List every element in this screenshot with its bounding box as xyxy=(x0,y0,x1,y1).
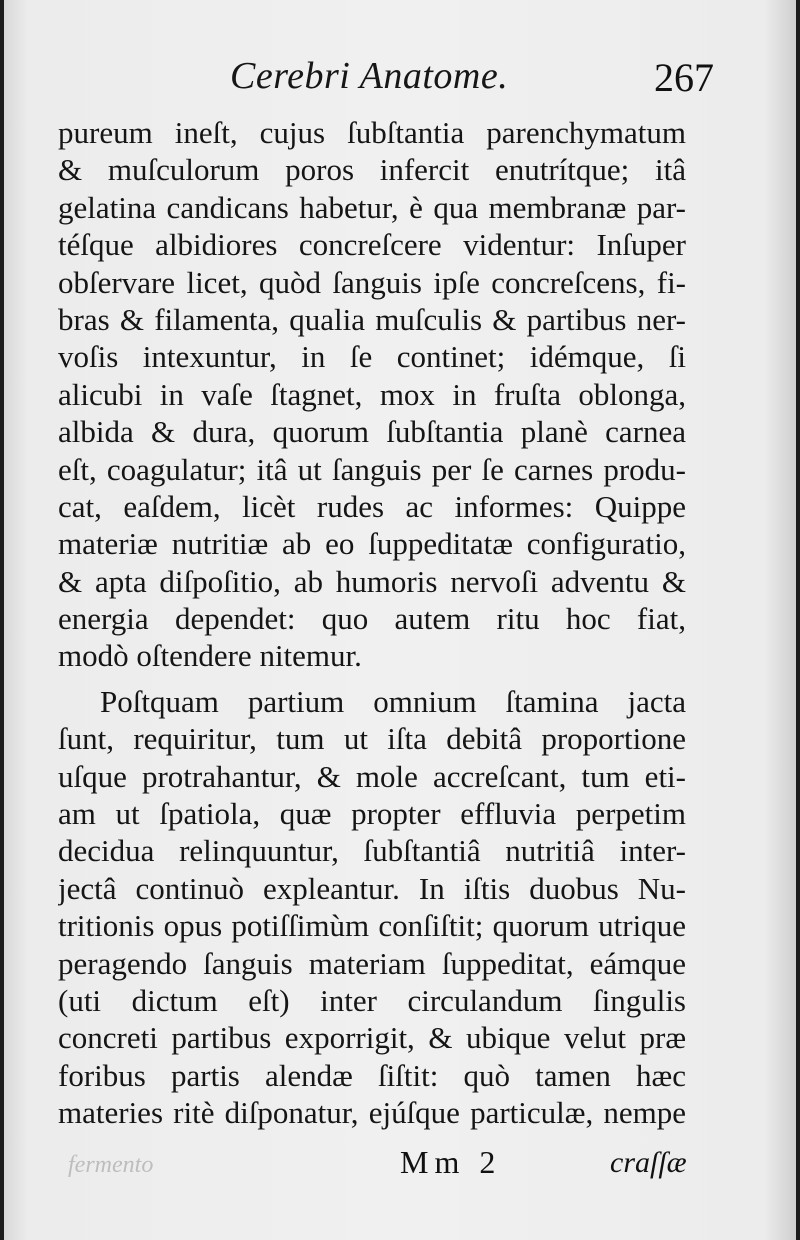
bleed-through-word: fermento xyxy=(68,1152,154,1178)
signature-mark: Mm 2 xyxy=(400,1144,502,1180)
text-line: pureum ineſt, cujus ſubſtantia parenchymatum xyxy=(58,115,686,150)
text-line: cat, eaſdem, licèt rudes ac informes: Quippe xyxy=(58,488,686,524)
text-line: foribus partis alendæ ſiſtit: quò tamen hæc xyxy=(58,1057,686,1093)
running-title: Cerebri Anatome. xyxy=(230,55,509,97)
text-line: uſque protrahantur, & mole accreſcant, tum eti- xyxy=(58,758,686,794)
text-line: bras & filamenta, qualia muſculis & partibus ner- xyxy=(58,301,686,337)
text-line: gelatina candicans habetur, è qua membranæ par- xyxy=(58,189,686,225)
text-line: concreti partibus exporrigit, & ubique velut præ xyxy=(58,1020,686,1056)
catchword: craſſæ xyxy=(610,1146,687,1179)
text-line: peragendo ſanguis materiam ſuppeditat, eámque xyxy=(58,945,686,981)
text-line: & muſculorum poros infercit enutrítque; itâ xyxy=(58,152,686,188)
text-line: materies ritè diſponatur, ejúſque particulæ, nempe xyxy=(58,1095,686,1131)
text-line: jectâ continuò expleantur. In iſtis duobus Nu- xyxy=(58,870,686,906)
text-line: materiæ nutritiæ ab eo ſuppeditatæ configuratio, xyxy=(58,526,686,562)
text-line: tritionis opus potiſſimùm conſiſtit; quorum utrique xyxy=(58,908,686,944)
body-text xyxy=(58,114,686,1132)
text-line: am ut ſpatiola, quæ propter effluvia perpetim xyxy=(58,796,686,832)
text-line: ſunt, requiritur, tum ut iſta debitâ proportione xyxy=(58,721,686,757)
text-line: energia dependet: quo autem ritu hoc fiat, xyxy=(58,601,686,637)
text-line: voſis intexuntur, in ſe continet; idémque, ſi xyxy=(58,339,686,375)
page-header xyxy=(4,48,796,104)
text-line: (uti dictum eſt) inter circulandum ſingulis xyxy=(58,982,686,1018)
book-page xyxy=(4,0,796,1240)
page-number: 267 xyxy=(654,55,714,100)
text-line: eſt, coagulatur; itâ ut ſanguis per ſe carnes produ- xyxy=(58,451,686,487)
text-line: modò oſtendere nitemur. xyxy=(58,638,362,674)
text-line: decidua relinquuntur, ſubſtantiâ nutritiâ inter- xyxy=(58,833,686,869)
text-line: obſervare licet, quòd ſanguis ipſe concreſcens, fi- xyxy=(58,264,686,300)
text-line: albida & dura, quorum ſubſtantia planè carnea xyxy=(58,414,686,450)
text-line: alicubi in vaſe ſtagnet, mox in fruſta oblonga, xyxy=(58,376,686,412)
page-footer xyxy=(4,1144,796,1188)
text-line: & apta diſpoſitio, ab humoris nervoſi adventu & xyxy=(58,563,686,599)
paragraph-first-line: Poſtquam partium omnium ſtamina jacta xyxy=(100,683,686,719)
text-line: téſque albidiores concreſcere videntur: Inſuper xyxy=(58,227,686,263)
